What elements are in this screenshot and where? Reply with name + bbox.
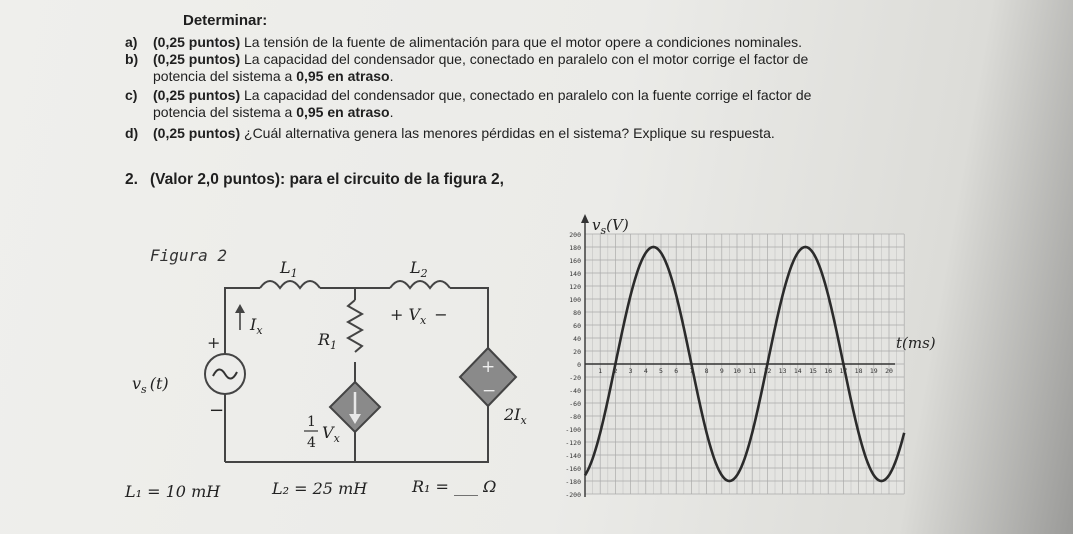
x-tick-label: 8	[704, 367, 709, 375]
y-axis-arrowhead	[581, 214, 589, 223]
vccs-label	[322, 423, 341, 445]
source-plus: +	[207, 333, 221, 352]
item-text: ¿Cuál alternativa genera las menores pérdidas en el sistema? Explique su respuesta.	[240, 125, 775, 141]
y-tick-label: 180	[569, 244, 581, 252]
ix-label-sub: x	[256, 324, 263, 337]
item-emph: 0,95 en atraso	[296, 68, 390, 84]
item-b	[125, 51, 808, 85]
ccvs-minus: −	[482, 381, 497, 401]
y-axis-label	[592, 216, 629, 237]
item-d	[125, 125, 775, 142]
ix-label-main: I	[250, 315, 257, 334]
x-tick-label: 3	[628, 367, 633, 375]
y-tick-label: -140	[565, 452, 581, 460]
y-tick-label: -160	[565, 465, 581, 473]
r1-label-sub: 1	[330, 339, 338, 352]
r1-label-main: R	[318, 330, 331, 349]
y-tick-label: 20	[573, 348, 581, 356]
y-tick-label: -60	[569, 400, 581, 408]
x-axis-label: t(ms)	[896, 334, 936, 352]
vx-label-main: + V	[390, 305, 421, 324]
item-points: (0,25 puntos)	[153, 87, 241, 103]
y-tick-label: 60	[573, 322, 581, 330]
y-axis-label-sub: s	[600, 224, 607, 237]
item-points: (0,25 puntos)	[153, 34, 241, 50]
ix-label	[249, 315, 263, 337]
l1-label	[279, 258, 298, 280]
vccs-den: 4	[307, 435, 316, 451]
voltage-chart	[530, 212, 950, 502]
ccvs-plus: +	[481, 357, 496, 377]
x-tick-label: 12	[763, 367, 772, 375]
current-arrowhead	[235, 304, 245, 313]
item-label: b)	[125, 51, 139, 67]
x-tick-label: 18	[854, 367, 863, 375]
item-text: La capacidad del condensador que, conectado en paralelo con la fuente corrige el factor de	[240, 87, 812, 103]
ccvs-label	[503, 405, 528, 427]
param-l2: L₂ = 25 mH	[272, 479, 368, 498]
y-tick-label: 200	[569, 231, 581, 239]
x-tick-label: 11	[748, 367, 757, 375]
y-tick-label: -200	[565, 491, 581, 499]
ccvs-label-sub: x	[520, 414, 527, 427]
section-title: Determinar:	[183, 12, 268, 29]
param-l1: L₁ = 10 mH	[125, 482, 221, 501]
spacer	[180, 282, 192, 292]
y-tick-label: 160	[569, 257, 581, 265]
y-tick-label: -20	[569, 374, 581, 382]
item-points: (0,25 puntos)	[153, 51, 241, 67]
y-tick-label: 100	[569, 296, 581, 304]
y-tick-label: 80	[573, 309, 581, 317]
x-tick-label: 9	[719, 367, 724, 375]
x-tick-label: 4	[643, 367, 648, 375]
question-2	[125, 171, 504, 189]
x-tick-label: 17	[839, 367, 848, 375]
source-minus: −	[209, 400, 225, 421]
x-tick-label: 14	[793, 367, 802, 375]
y-tick-label: 40	[573, 335, 581, 343]
x-tick-label: 6	[674, 367, 679, 375]
item-emph: 0,95 en atraso	[296, 104, 390, 120]
item-text: La tensión de la fuente de alimentación para que el motor opere a condiciones nominales.	[240, 34, 803, 50]
x-tick-label: 13	[778, 367, 787, 375]
item-label: a)	[125, 34, 138, 50]
vs-label	[132, 374, 169, 396]
item-c	[125, 87, 811, 121]
item-points: (0,25 puntos)	[153, 125, 241, 141]
vx-label-minus: −	[434, 305, 448, 324]
y-tick-labels	[565, 231, 581, 499]
param-r1: R₁ = ___ Ω	[412, 477, 497, 496]
question-number: 2.	[125, 171, 138, 188]
item-label: c)	[125, 87, 138, 103]
wire-right-top	[450, 288, 488, 348]
resistor-r1	[348, 300, 362, 352]
vs-label-sub: s	[141, 383, 147, 396]
x-tick-label: 16	[824, 367, 833, 375]
x-tick-label: 15	[809, 367, 817, 375]
y-tick-label: 140	[569, 270, 581, 278]
y-axis-label-unit: (V)	[606, 216, 629, 234]
y-tick-label: 0	[577, 361, 581, 369]
item-text: La capacidad del condensador que, conectado en paralelo con el motor corrige el factor de	[240, 51, 809, 67]
l2-label-sub: 2	[420, 267, 428, 280]
l2-label-main: L	[410, 258, 421, 277]
x-tick-label: 20	[885, 367, 893, 375]
vs-label-main: v	[132, 374, 142, 393]
vx-label-sub: x	[420, 314, 427, 327]
item-text-cont: potencia del sistema a	[153, 68, 297, 84]
vs-label-arg: (t)	[149, 374, 169, 393]
item-text-end: .	[389, 68, 394, 84]
item-label: d)	[125, 125, 139, 141]
x-tick-label: 5	[659, 367, 663, 375]
r1-label	[317, 330, 337, 352]
x-tick-label: 1	[598, 367, 603, 375]
x-tick-label: 19	[869, 367, 878, 375]
x-tick-label: 2	[613, 367, 618, 375]
y-tick-label: -80	[569, 413, 581, 421]
item-text-end: .	[389, 104, 394, 120]
y-tick-label: -100	[565, 426, 581, 434]
l1-label-sub: 1	[290, 267, 298, 280]
x-tick-label: 7	[689, 367, 694, 375]
y-tick-label: -120	[565, 439, 581, 447]
inductor-l2	[390, 281, 450, 288]
y-axis-label-main: v	[592, 216, 601, 234]
item-text-cont: potencia del sistema a	[153, 104, 297, 120]
y-tick-label: 120	[569, 283, 581, 291]
ccvs-label-main: 2I	[504, 405, 521, 424]
vx-label	[390, 305, 448, 327]
y-tick-label: -40	[569, 387, 581, 395]
x-tick-label: 10	[733, 367, 741, 375]
l1-label-main: L	[280, 258, 291, 277]
vccs-label-main: V	[322, 423, 334, 442]
l2-label	[409, 258, 428, 280]
vccs-num: 1	[307, 414, 316, 430]
circuit-diagram	[120, 230, 540, 530]
item-a	[125, 34, 802, 51]
question-text: (Valor 2,0 puntos): para el circuito de la figura 2,	[149, 171, 504, 188]
vccs-label-sub: x	[333, 432, 340, 445]
inductor-l1	[260, 281, 320, 288]
y-tick-label: -180	[565, 478, 581, 486]
figure-title: Figura 2	[150, 246, 228, 265]
